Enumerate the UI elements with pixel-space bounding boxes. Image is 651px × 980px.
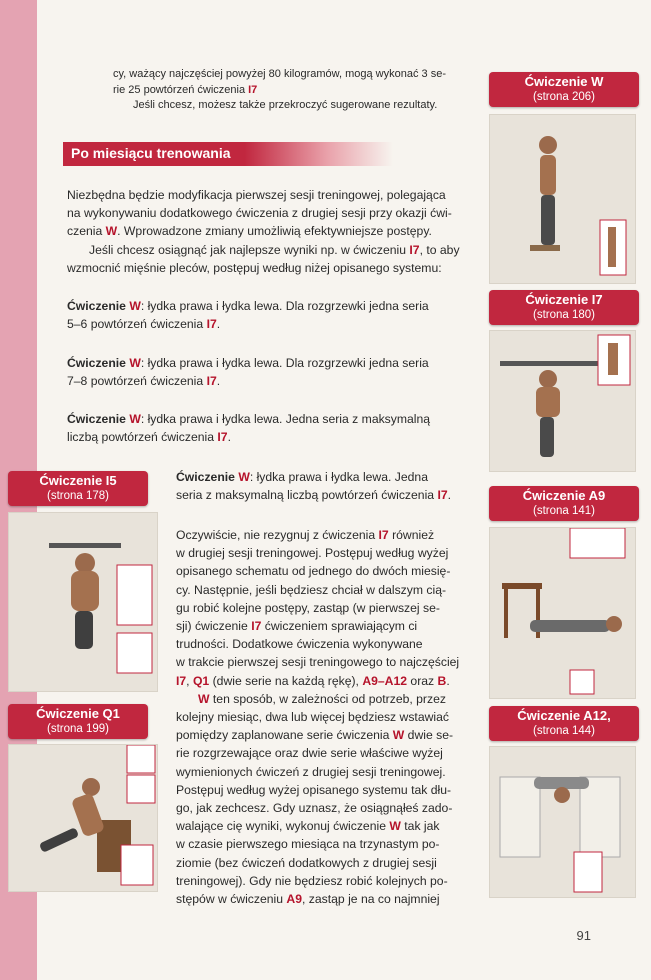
body-line: opisanego schematu od jednego do dwóch miesię- — [176, 564, 451, 579]
exercise-photo-q1 — [8, 744, 158, 892]
section-header-bar — [63, 142, 393, 166]
exercise-label-i5: Ćwiczenie I5 (strona 178) — [8, 471, 148, 506]
body-line: pomiędzy zaplanowane serie ćwiczenia W dwie se- — [176, 728, 454, 743]
body-line: rie rozgrzewające oraz dwie serie właściwe wyżej — [176, 746, 443, 761]
body-line: sji) ćwiczenie I7 ćwiczeniem sprawiającym ci — [176, 619, 418, 634]
exercise-label-i7: Ćwiczenie I7 (strona 180) — [489, 290, 639, 325]
body-line: I7, Q1 (dwie serie na każdą rękę), A9–A12 oraz B. — [176, 673, 450, 688]
body-line: trudności. Dodatkowe ćwiczenia wykonywane — [176, 637, 423, 652]
exercise-photo-a12 — [489, 746, 636, 898]
body-line: W ten sposób, w zależności od potrzeb, przez — [198, 691, 446, 706]
body-line: ziomie (bez ćwiczeń dodatkowych z drugiej sesji — [176, 855, 437, 870]
intro-text — [113, 67, 471, 114]
body-line: walające cię wyniki, wykonuj ćwiczenie W tak jak — [176, 819, 440, 834]
body-line: Oczywiście, nie rezygnuj z ćwiczenia I7 również — [176, 528, 435, 542]
page-number: 91 — [576, 928, 591, 943]
body-line: w trakcie pierwszej sesji treningowego to najczęściej — [176, 655, 460, 670]
list-item: Ćwiczenie W: łydka prawa i łydka lewa. Jedna seria z maksymalną liczbą powtórzeń ćwiczenia I7. — [67, 412, 431, 445]
exercise-label-w: Ćwiczenie W (strona 206) — [489, 72, 639, 107]
exercise-photo-a9 — [489, 527, 636, 699]
body-line: treningowej). Gdy nie będziesz robić kolejnych po- — [176, 873, 448, 888]
intro-line: rie 25 powtórzeń ćwiczenia I7 — [113, 83, 258, 96]
exercise-photo-i5 — [8, 512, 158, 692]
exercise-photo-i7 — [489, 330, 636, 472]
body-line: wymienionych ćwiczeń z drugiej sesji treningowej. — [176, 764, 446, 779]
list-item: Ćwiczenie W: łydka prawa i łydka lewa. Jedna seria z maksymalną liczbą powtórzeń ćwiczenia I7. — [176, 470, 452, 503]
body-line: cy. Następnie, jeśli będziesz chciał w dalszym cią- — [176, 582, 447, 597]
exercise-photo-w — [489, 114, 636, 284]
intro-paragraph: Niezbędna będzie modyfikacja pierwszej sesji treningowej, polegająca na wykonywaniu dodatkowego ćwiczenia z drugiej sesji przy okazji ćwi- czenia W. Wprowadzone zmiany umożliwią efektywniejsze postępy. Jeśli chcesz osiągnąć jak najlepsze wyniki np. w ćwiczeniu I7, to aby wzmocnić mięśnie pleców, postępuj według niżej opisanego systemu: — [67, 188, 460, 275]
exercise-label-a12: Ćwiczenie A12, (strona 144) — [489, 706, 639, 741]
intro-line: Jeśli chcesz, możesz także przekroczyć sugerowane rezultaty. — [133, 99, 438, 111]
body-line: w czasie pierwszego miesiąca na trzynastym po- — [176, 837, 440, 852]
list-item: Ćwiczenie W: łydka prawa i łydka lewa. Dla rozgrzewki jedna seria 7–8 powtórzeń ćwiczenia I7. — [67, 356, 429, 389]
intro-line: cy, ważący najczęściej powyżej 80 kilogramów, mogą wykonać 3 se- — [113, 68, 446, 80]
body-line: w drugiej sesji treningowej. Postępuj według wyżej — [176, 546, 449, 561]
body-text — [176, 526, 472, 908]
body-line: kolejny miesiąc, dwa lub więcej będziesz wstawiać — [176, 710, 449, 725]
body-line: gu robić kolejne postępy, zastąp (w pierwszej se- — [176, 600, 440, 615]
exercise-label-q1: Ćwiczenie Q1 (strona 199) — [8, 704, 148, 739]
list-item: Ćwiczenie W: łydka prawa i łydka lewa. Dla rozgrzewki jedna seria 5–6 powtórzeń ćwiczenia I7. — [67, 299, 429, 332]
body-line: stępów w ćwiczeniu A9, zastąp je na co najmniej — [176, 892, 440, 907]
exercise-label-a9: Ćwiczenie A9 (strona 141) — [489, 486, 639, 521]
body-line: go, jak zechcesz. Gdy uznasz, że osiągnąłeś zado- — [176, 801, 453, 816]
section-title: Po miesiącu trenowania — [71, 145, 231, 161]
body-line: Postępuj według wyżej opisanego systemu tak dłu- — [176, 782, 452, 797]
